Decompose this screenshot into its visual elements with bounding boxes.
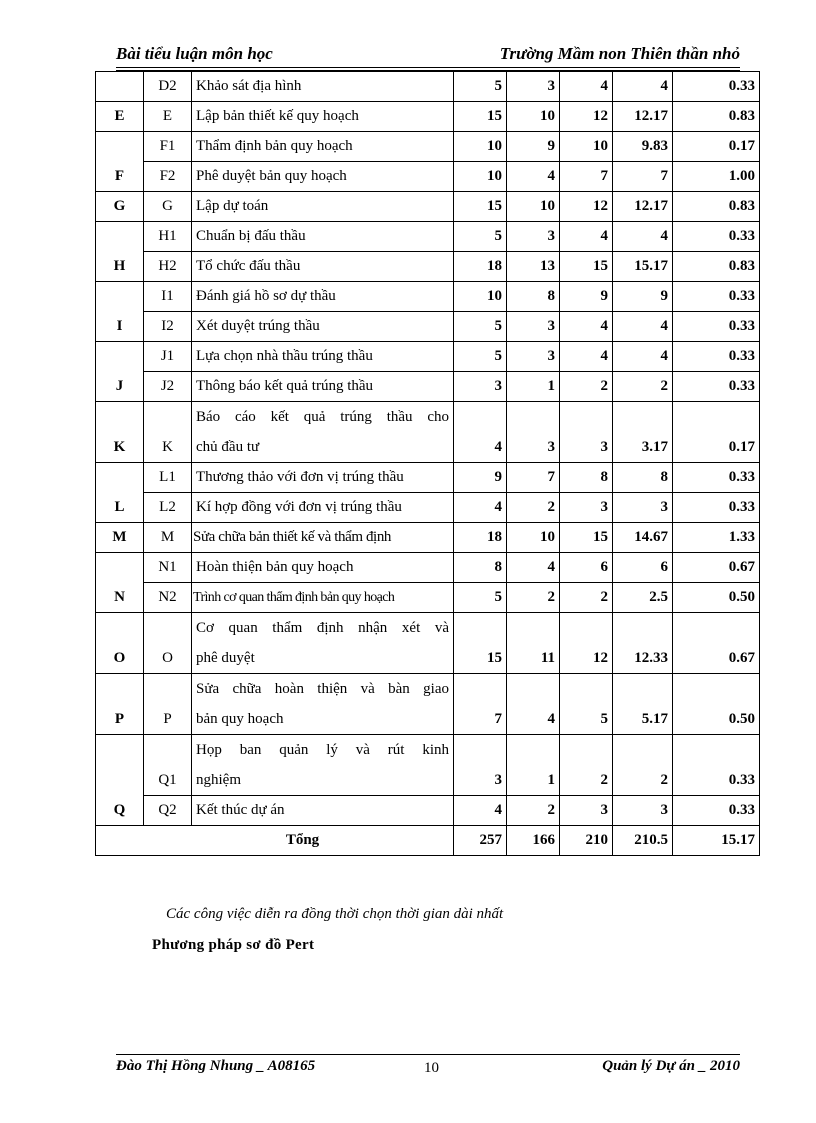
header-school-name: Trường Mầm non Thiên thần nhỏ bbox=[499, 44, 740, 63]
task-code: G bbox=[144, 192, 192, 222]
expected-time: 5.17 bbox=[613, 674, 673, 735]
task-name: Kí hợp đồng với đơn vị trúng thầu bbox=[192, 493, 454, 523]
expected-time: 6 bbox=[613, 553, 673, 583]
table-row bbox=[96, 674, 760, 735]
table-row bbox=[96, 102, 760, 132]
most-likely-time: 4 bbox=[507, 553, 560, 583]
task-name-line-1: Báo cáo kết quả trúng thầu cho bbox=[196, 409, 449, 425]
optimistic-time: 5 bbox=[454, 342, 507, 372]
table-row bbox=[96, 553, 760, 583]
table-row bbox=[96, 282, 760, 312]
table-row bbox=[96, 222, 760, 252]
optimistic-time: 8 bbox=[454, 553, 507, 583]
variance: 0.33 bbox=[673, 72, 760, 102]
optimistic-time: 18 bbox=[454, 252, 507, 282]
table-row bbox=[96, 192, 760, 222]
variance: 0.17 bbox=[673, 402, 760, 463]
task-name: Thông báo kết quả trúng thầu bbox=[192, 372, 454, 402]
task-name: Chuẩn bị đấu thầu bbox=[192, 222, 454, 252]
variance: 0.67 bbox=[673, 553, 760, 583]
variance: 0.33 bbox=[673, 312, 760, 342]
pessimistic-time: 2 bbox=[560, 735, 613, 796]
task-code: J2 bbox=[144, 372, 192, 402]
task-name: Thẩm định bản quy hoạch bbox=[192, 132, 454, 162]
variance: 0.17 bbox=[673, 132, 760, 162]
group-cell: E bbox=[96, 102, 144, 132]
table-row bbox=[96, 796, 760, 826]
expected-time: 4 bbox=[613, 72, 673, 102]
task-code: Q1 bbox=[144, 735, 192, 796]
group-cell: K bbox=[96, 402, 144, 463]
variance: 0.33 bbox=[673, 372, 760, 402]
optimistic-time: 3 bbox=[454, 735, 507, 796]
expected-time: 12.17 bbox=[613, 102, 673, 132]
variance: 0.50 bbox=[673, 674, 760, 735]
task-code: J1 bbox=[144, 342, 192, 372]
most-likely-time: 4 bbox=[507, 162, 560, 192]
most-likely-time: 2 bbox=[507, 796, 560, 826]
expected-time: 2.5 bbox=[613, 583, 673, 613]
table-note: Các công việc diễn ra đồng thời chọn thời gian dài nhất bbox=[166, 906, 504, 922]
task-name: Khảo sát địa hình bbox=[192, 72, 454, 102]
pessimistic-time: 12 bbox=[560, 192, 613, 222]
optimistic-time: 15 bbox=[454, 192, 507, 222]
table-row bbox=[96, 372, 760, 402]
pessimistic-time: 8 bbox=[560, 463, 613, 493]
variance: 0.33 bbox=[673, 282, 760, 312]
pessimistic-time: 12 bbox=[560, 102, 613, 132]
group-cell: H bbox=[96, 222, 144, 282]
variance: 0.33 bbox=[673, 796, 760, 826]
expected-time: 3 bbox=[613, 796, 673, 826]
optimistic-time: 15 bbox=[454, 613, 507, 674]
table-row bbox=[96, 523, 760, 553]
most-likely-time: 11 bbox=[507, 613, 560, 674]
task-code: D2 bbox=[144, 72, 192, 102]
task-code: K bbox=[144, 402, 192, 463]
group-cell: O bbox=[96, 613, 144, 674]
task-code: N1 bbox=[144, 553, 192, 583]
task-name: Đánh giá hồ sơ dự thầu bbox=[192, 282, 454, 312]
expected-time: 3 bbox=[613, 493, 673, 523]
variance: 0.83 bbox=[673, 102, 760, 132]
group-cell: N bbox=[96, 553, 144, 613]
most-likely-time: 3 bbox=[507, 312, 560, 342]
optimistic-time: 4 bbox=[454, 796, 507, 826]
most-likely-time: 3 bbox=[507, 72, 560, 102]
table-row bbox=[96, 342, 760, 372]
expected-time: 4 bbox=[613, 312, 673, 342]
most-likely-time: 7 bbox=[507, 463, 560, 493]
task-name-line-2: nghiệm bbox=[196, 772, 241, 788]
optimistic-time: 3 bbox=[454, 372, 507, 402]
page-number: 10 bbox=[424, 1060, 439, 1076]
variance: 0.33 bbox=[673, 463, 760, 493]
variance: 0.67 bbox=[673, 613, 760, 674]
total-optimistic: 257 bbox=[454, 826, 507, 856]
optimistic-time: 5 bbox=[454, 72, 507, 102]
variance: 0.83 bbox=[673, 192, 760, 222]
optimistic-time: 10 bbox=[454, 132, 507, 162]
task-name bbox=[192, 402, 454, 463]
pessimistic-time: 9 bbox=[560, 282, 613, 312]
most-likely-time: 13 bbox=[507, 252, 560, 282]
table-row bbox=[96, 132, 760, 162]
task-name bbox=[192, 613, 454, 674]
most-likely-time: 4 bbox=[507, 674, 560, 735]
task-code: I1 bbox=[144, 282, 192, 312]
task-code: Q2 bbox=[144, 796, 192, 826]
group-cell: G bbox=[96, 192, 144, 222]
table-row bbox=[96, 493, 760, 523]
task-code: L2 bbox=[144, 493, 192, 523]
pessimistic-time: 5 bbox=[560, 674, 613, 735]
optimistic-time: 4 bbox=[454, 493, 507, 523]
most-likely-time: 10 bbox=[507, 102, 560, 132]
total-row bbox=[96, 826, 760, 856]
pessimistic-time: 6 bbox=[560, 553, 613, 583]
optimistic-time: 5 bbox=[454, 222, 507, 252]
task-code: F1 bbox=[144, 132, 192, 162]
task-code: E bbox=[144, 102, 192, 132]
task-name bbox=[192, 735, 454, 796]
task-code: O bbox=[144, 613, 192, 674]
task-name: Lập bản thiết kế quy hoạch bbox=[192, 102, 454, 132]
task-name: Hoàn thiện bản quy hoạch bbox=[192, 553, 454, 583]
task-name: Sửa chữa bản thiết kế và thẩm định bbox=[192, 523, 454, 553]
expected-time: 2 bbox=[613, 372, 673, 402]
activity-time-table bbox=[95, 71, 760, 856]
group-cell: P bbox=[96, 674, 144, 735]
page-header bbox=[116, 44, 740, 68]
task-name-line-2: chủ đầu tư bbox=[196, 439, 260, 455]
expected-time: 2 bbox=[613, 735, 673, 796]
most-likely-time: 9 bbox=[507, 132, 560, 162]
table-row bbox=[96, 402, 760, 463]
table-row bbox=[96, 72, 760, 102]
expected-time: 4 bbox=[613, 222, 673, 252]
expected-time: 14.67 bbox=[613, 523, 673, 553]
table-row bbox=[96, 312, 760, 342]
task-code: M bbox=[144, 523, 192, 553]
optimistic-time: 10 bbox=[454, 162, 507, 192]
task-code: L1 bbox=[144, 463, 192, 493]
most-likely-time: 1 bbox=[507, 735, 560, 796]
pessimistic-time: 3 bbox=[560, 796, 613, 826]
expected-time: 9 bbox=[613, 282, 673, 312]
variance: 0.33 bbox=[673, 493, 760, 523]
pessimistic-time: 10 bbox=[560, 132, 613, 162]
pessimistic-time: 4 bbox=[560, 72, 613, 102]
task-name-line-2: bản quy hoạch bbox=[196, 711, 284, 727]
total-label: Tổng bbox=[96, 826, 454, 856]
footer-rule bbox=[116, 1054, 740, 1055]
task-code: I2 bbox=[144, 312, 192, 342]
expected-time: 7 bbox=[613, 162, 673, 192]
most-likely-time: 2 bbox=[507, 493, 560, 523]
task-name: Thương thảo với đơn vị trúng thầu bbox=[192, 463, 454, 493]
variance: 0.33 bbox=[673, 735, 760, 796]
optimistic-time: 10 bbox=[454, 282, 507, 312]
optimistic-time: 5 bbox=[454, 583, 507, 613]
expected-time: 12.33 bbox=[613, 613, 673, 674]
variance: 1.00 bbox=[673, 162, 760, 192]
optimistic-time: 4 bbox=[454, 402, 507, 463]
table-row bbox=[96, 735, 760, 796]
task-name-line-2: phê duyệt bbox=[196, 650, 255, 666]
total-pessimistic: 210 bbox=[560, 826, 613, 856]
expected-time: 15.17 bbox=[613, 252, 673, 282]
pessimistic-time: 15 bbox=[560, 252, 613, 282]
optimistic-time: 9 bbox=[454, 463, 507, 493]
most-likely-time: 10 bbox=[507, 523, 560, 553]
task-code: H2 bbox=[144, 252, 192, 282]
optimistic-time: 18 bbox=[454, 523, 507, 553]
optimistic-time: 15 bbox=[454, 102, 507, 132]
variance: 0.50 bbox=[673, 583, 760, 613]
optimistic-time: 7 bbox=[454, 674, 507, 735]
task-name: Tổ chức đấu thầu bbox=[192, 252, 454, 282]
task-code: H1 bbox=[144, 222, 192, 252]
pessimistic-time: 4 bbox=[560, 342, 613, 372]
expected-time: 8 bbox=[613, 463, 673, 493]
pessimistic-time: 4 bbox=[560, 222, 613, 252]
task-name bbox=[192, 674, 454, 735]
pessimistic-time: 4 bbox=[560, 312, 613, 342]
total-variance: 15.17 bbox=[673, 826, 760, 856]
header-rule bbox=[116, 67, 740, 68]
section-subheading: Phương pháp sơ đồ Pert bbox=[152, 937, 315, 953]
task-name: Lập dự toán bbox=[192, 192, 454, 222]
table-row bbox=[96, 162, 760, 192]
total-most-likely: 166 bbox=[507, 826, 560, 856]
group-cell: Q bbox=[96, 735, 144, 826]
pessimistic-time: 7 bbox=[560, 162, 613, 192]
task-name: Kết thúc dự án bbox=[192, 796, 454, 826]
pessimistic-time: 12 bbox=[560, 613, 613, 674]
task-code: N2 bbox=[144, 583, 192, 613]
table-row bbox=[96, 583, 760, 613]
table-row bbox=[96, 613, 760, 674]
expected-time: 4 bbox=[613, 342, 673, 372]
pessimistic-time: 3 bbox=[560, 402, 613, 463]
group-cell: L bbox=[96, 463, 144, 523]
group-cell: J bbox=[96, 342, 144, 402]
header-course-title: Bài tiểu luận môn học bbox=[116, 44, 273, 63]
most-likely-time: 1 bbox=[507, 372, 560, 402]
pessimistic-time: 2 bbox=[560, 372, 613, 402]
group-cell: M bbox=[96, 523, 144, 553]
variance: 0.83 bbox=[673, 252, 760, 282]
task-name-line-1: Cơ quan thẩm định nhận xét và bbox=[196, 620, 449, 636]
task-name: Phê duyệt bản quy hoạch bbox=[192, 162, 454, 192]
total-expected: 210.5 bbox=[613, 826, 673, 856]
most-likely-time: 8 bbox=[507, 282, 560, 312]
group-cell: F bbox=[96, 132, 144, 192]
task-name: Lựa chọn nhà thầu trúng thầu bbox=[192, 342, 454, 372]
footer-course: Quản lý Dự án _ 2010 bbox=[602, 1058, 740, 1074]
variance: 1.33 bbox=[673, 523, 760, 553]
most-likely-time: 3 bbox=[507, 402, 560, 463]
most-likely-time: 10 bbox=[507, 192, 560, 222]
task-name: Trình cơ quan thẩm định bản quy hoạch bbox=[192, 583, 454, 613]
pessimistic-time: 15 bbox=[560, 523, 613, 553]
pessimistic-time: 3 bbox=[560, 493, 613, 523]
expected-time: 12.17 bbox=[613, 192, 673, 222]
expected-time: 3.17 bbox=[613, 402, 673, 463]
footer-author: Đào Thị Hồng Nhung _ A08165 bbox=[116, 1058, 316, 1074]
pessimistic-time: 2 bbox=[560, 583, 613, 613]
task-name-line-1: Họp ban quản lý và rút kinh bbox=[196, 742, 449, 758]
task-code: P bbox=[144, 674, 192, 735]
variance: 0.33 bbox=[673, 342, 760, 372]
most-likely-time: 3 bbox=[507, 342, 560, 372]
task-name-line-1: Sửa chữa hoàn thiện và bàn giao bbox=[196, 681, 449, 697]
expected-time: 9.83 bbox=[613, 132, 673, 162]
task-code: F2 bbox=[144, 162, 192, 192]
group-cell: I bbox=[96, 282, 144, 342]
table-row bbox=[96, 252, 760, 282]
group-cell bbox=[96, 72, 144, 102]
task-name: Xét duyệt trúng thầu bbox=[192, 312, 454, 342]
table-row bbox=[96, 463, 760, 493]
variance: 0.33 bbox=[673, 222, 760, 252]
most-likely-time: 2 bbox=[507, 583, 560, 613]
most-likely-time: 3 bbox=[507, 222, 560, 252]
optimistic-time: 5 bbox=[454, 312, 507, 342]
